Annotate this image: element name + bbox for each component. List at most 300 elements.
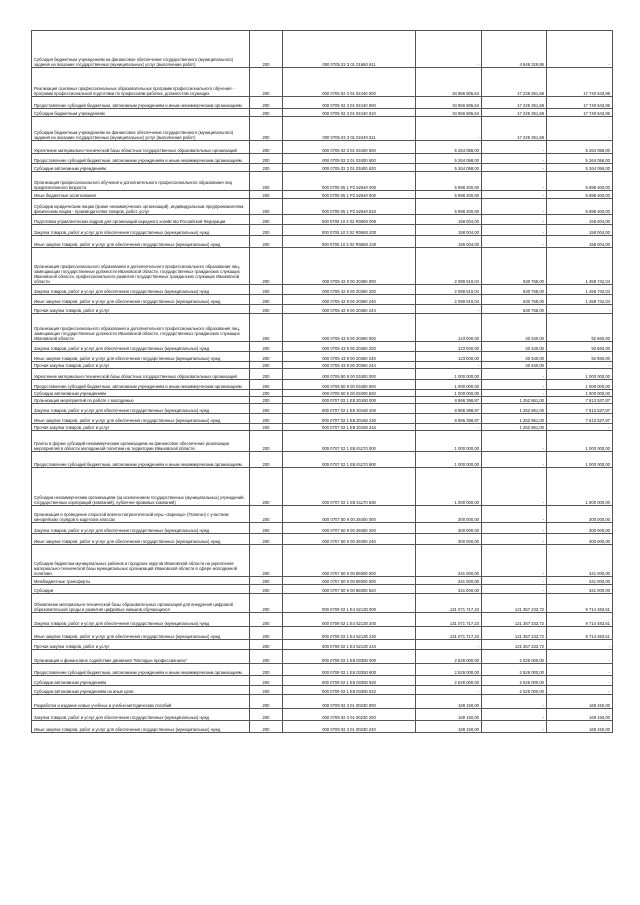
row-approved-amount-cell: 169 150,00 <box>416 695 482 709</box>
row-budget-code-cell: 000 0709 02 1 E6 03350 600 <box>283 664 416 676</box>
table-row <box>32 109 613 117</box>
row-budget-code-cell: 000 0705 02 3 01 03400 000 <box>283 141 416 154</box>
table-row <box>32 295 613 305</box>
table-row <box>32 424 613 431</box>
table-row <box>32 627 613 640</box>
row-budget-code-cell: 000 0707 50 9 00 89300 000 <box>283 545 416 577</box>
row-name-cell: Субсидии автономным учреждениям <box>32 676 250 686</box>
row-executed-amount-cell: - <box>482 545 547 577</box>
row-budget-code-cell: 000 0705 02 3 01 03400 620 <box>283 164 416 172</box>
row-executed-amount-cell: 1 252 861,00 <box>482 424 547 431</box>
row-approved-amount-cell: 2 526 000,00 <box>416 676 482 686</box>
table-row <box>32 305 613 314</box>
row-approved-amount-cell: 158 004,00 <box>416 236 482 248</box>
table-row <box>32 613 613 627</box>
row-name-cell: Обновление материально-технической базы образовательных организаций для внедрения цифровой образовательной среды и развития цифровых навыков обучающихся <box>32 594 250 613</box>
row-name-cell: Закупка товаров, работ и услуг для обеспечения государственных (муниципальных) нужд <box>32 709 250 721</box>
table-row <box>32 397 613 404</box>
row-line-code-cell: 200 <box>250 585 283 594</box>
row-executed-amount-cell: - <box>482 468 547 506</box>
table-row <box>32 640 613 650</box>
row-approved-amount-cell: 300 000,00 <box>416 506 482 523</box>
row-executed-amount-cell: - <box>482 215 547 225</box>
row-line-code-cell: 200 <box>250 424 283 431</box>
row-unexecuted-amount-cell: 5 898 400,00 <box>547 172 613 191</box>
row-budget-code-cell: 000 0705 50 9 00 03400 000 <box>283 369 416 380</box>
row-unexecuted-amount-cell: 341 000,00 <box>547 585 613 594</box>
row-budget-code-cell: 000 0709 02 1 E4 52130 000 <box>283 594 416 613</box>
row-executed-amount-cell: - <box>482 695 547 709</box>
row-unexecuted-amount-cell: 17 740 543,96 <box>547 97 613 109</box>
row-name-cell: Предоставление субсидий бюджетным, автономным учреждениям и иным некоммерческим организациям <box>32 380 250 390</box>
row-unexecuted-amount-cell: 300 000,00 <box>547 534 613 545</box>
row-name-cell: Прочая закупка товаров, работ и услуг <box>32 640 250 650</box>
row-approved-amount-cell: 5 898 400,00 <box>416 172 482 191</box>
row-unexecuted-amount-cell: 5 264 058,00 <box>547 141 613 154</box>
row-name-cell: Иные закупки товаров, работ и услуг для обеспечения государственных (муниципальных) нужд <box>32 352 250 362</box>
row-executed-amount-cell: 630 768,00 <box>482 295 547 305</box>
row-name-cell: Предоставление субсидий бюджетным, автономным учреждениям и иным некоммерческим организациям <box>32 97 250 109</box>
row-unexecuted-amount-cell: 300 000,00 <box>547 523 613 534</box>
row-executed-amount-cell: - <box>482 709 547 721</box>
row-name-cell: Иные закупки товаров, работ и услуг для обеспечения государственных (муниципальных) нужд <box>32 627 250 640</box>
row-unexecuted-amount-cell: 1 458 742,04 <box>547 248 613 285</box>
row-unexecuted-amount-cell: 1 000 000,00 <box>547 431 613 452</box>
row-line-code-cell: 200 <box>250 676 283 686</box>
row-unexecuted-amount-cell: 7 613 537,87 <box>547 414 613 424</box>
table-row <box>32 248 613 285</box>
row-name-cell: Организация профессионального образования и дополнительного профессионального образования лиц, замещающих государственные должности Ивановской области, государственных гражданских служащих Ивановской области <box>32 314 250 342</box>
table-row <box>32 721 613 733</box>
row-budget-code-cell: 000 0705 02 3 01 02440 610 <box>283 109 416 117</box>
row-approved-amount-cell: 8 866 398,87 <box>416 397 482 404</box>
row-executed-amount-cell: - <box>482 141 547 154</box>
row-line-code-cell: 200 <box>250 305 283 314</box>
row-executed-amount-cell: - <box>482 534 547 545</box>
row-line-code-cell: 200 <box>250 295 283 305</box>
row-unexecuted-amount-cell: 5 898 400,00 <box>547 191 613 199</box>
table-row <box>32 650 613 664</box>
row-name-cell: Иные закупки товаров, работ и услуг для обеспечения государственных (муниципальных) нужд <box>32 295 250 305</box>
row-approved-amount-cell: 341 000,00 <box>416 585 482 594</box>
table-row <box>32 191 613 199</box>
table-row <box>32 352 613 362</box>
row-executed-amount-cell: - <box>482 577 547 585</box>
row-line-code-cell: 200 <box>250 369 283 380</box>
row-budget-code-cell: 000 0709 02 1 E4 52130 200 <box>283 613 416 627</box>
table-row <box>32 236 613 248</box>
row-approved-amount-cell: 2 089 510,04 <box>416 248 482 285</box>
row-name-cell: Организация и проведение открытой военно-патриотической игры «Зарница» (Полигон) с участием кинорейских отрядов в кадетских классах <box>32 506 250 523</box>
row-unexecuted-amount-cell: 158 004,00 <box>547 236 613 248</box>
row-unexecuted-amount-cell: 300 000,00 <box>547 506 613 523</box>
row-budget-code-cell: 000 0705 10 3 02 R0660 200 <box>283 225 416 236</box>
row-unexecuted-amount-cell: 1 000 000,00 <box>547 390 613 397</box>
table-row <box>32 199 613 215</box>
row-line-code-cell: 200 <box>250 154 283 164</box>
row-line-code-cell: 200 <box>250 97 283 109</box>
row-name-cell: Прочая закупка товаров, работ и услуг <box>32 424 250 431</box>
row-budget-code-cell: 000 0705 42 9 00 20360 000 <box>283 248 416 285</box>
row-approved-amount-cell: 8 866 398,87 <box>416 404 482 414</box>
row-name-cell: Укрепление материально-технической базы областных государственных образовательных организаций <box>32 141 250 154</box>
row-unexecuted-amount-cell: - <box>547 664 613 676</box>
row-name-cell: Закупка товаров, работ и услуг для обеспечения государственных (муниципальных) нужд <box>32 523 250 534</box>
table-row <box>32 68 613 97</box>
table-row <box>32 709 613 721</box>
row-name-cell: Предоставление субсидий бюджетным, автономным учреждениям и иным некоммерческим организациям <box>32 664 250 676</box>
row-name-cell: Предоставление субсидий бюджетным, автономным учреждениям и иным некоммерческим организациям <box>32 154 250 164</box>
row-unexecuted-amount-cell: 7 613 537,87 <box>547 404 613 414</box>
row-executed-amount-cell: 2 526 000,00 <box>482 676 547 686</box>
row-executed-amount-cell: 17 226 261,68 <box>482 68 547 97</box>
row-name-cell: Прочая закупка товаров, работ и услуг <box>32 305 250 314</box>
row-name-cell: Закупка товаров, работ и услуг для обеспечения государственных (муниципальных) нужд <box>32 613 250 627</box>
row-name-cell: Разработка и издание новых учебных и учебно-методических пособий <box>32 695 250 709</box>
row-unexecuted-amount-cell: 169 150,00 <box>547 695 613 709</box>
row-line-code-cell: 200 <box>250 390 283 397</box>
row-unexecuted-amount-cell: 1 000 000,00 <box>547 452 613 468</box>
row-budget-code-cell: 000 0705 43 9 00 20360 000 <box>283 314 416 342</box>
row-name-cell: Иные закупки товаров, работ и услуг для обеспечения государственных (муниципальных) нужд <box>32 534 250 545</box>
row-line-code-cell: 200 <box>250 523 283 534</box>
row-executed-amount-cell: - <box>482 506 547 523</box>
row-name-cell: Закупка товаров, работ и услуг для обеспечения государственных (муниципальных) нужд <box>32 285 250 295</box>
row-executed-amount-cell: 30 340,00 <box>482 342 547 352</box>
row-budget-code-cell: 000 0709 02 1 E6 03350 000 <box>283 650 416 664</box>
row-unexecuted-amount-cell: - <box>547 117 613 141</box>
row-unexecuted-amount-cell: - <box>547 640 613 650</box>
row-budget-code-cell: 000 0705 42 9 00 20360 240 <box>283 295 416 305</box>
row-executed-amount-cell: - <box>482 172 547 191</box>
row-name-cell: Межбюджетные трансферты <box>32 577 250 585</box>
row-executed-amount-cell: - <box>482 380 547 390</box>
row-name-cell: Предоставление субсидий бюджетным, автономным учреждениям и иным некоммерческим организациям <box>32 452 250 468</box>
table-row <box>32 285 613 295</box>
row-unexecuted-amount-cell: 169 150,00 <box>547 721 613 733</box>
table-row <box>32 534 613 545</box>
row-approved-amount-cell: 2 089 510,04 <box>416 285 482 295</box>
row-approved-amount-cell: - <box>416 305 482 314</box>
row-unexecuted-amount-cell: 92 660,00 <box>547 352 613 362</box>
row-name-cell: Закупка товаров, работ и услуг для обеспечения государственных (муниципальных) нужд <box>32 342 250 352</box>
row-unexecuted-amount-cell: - <box>547 686 613 695</box>
table-row <box>32 380 613 390</box>
row-name-cell: Организация мероприятий по работе с молодежью <box>32 397 250 404</box>
row-approved-amount-cell: 1 000 000,00 <box>416 468 482 506</box>
row-unexecuted-amount-cell: 92 660,00 <box>547 314 613 342</box>
row-line-code-cell: 200 <box>250 248 283 285</box>
row-approved-amount-cell: 1 000 000,00 <box>416 369 482 380</box>
row-approved-amount-cell: 1 000 000,00 <box>416 390 482 397</box>
row-executed-amount-cell: - <box>482 236 547 248</box>
row-name-cell: Гранты в форме субсидий некоммерческим организациям на финансовое обеспечение реализации мероприятий в области молодежной политики на территории Ивановской области <box>32 431 250 452</box>
row-approved-amount-cell: 1 000 000,00 <box>416 380 482 390</box>
row-approved-amount-cell: 8 866 398,87 <box>416 414 482 424</box>
row-name-cell: Укрепление материально-технической базы областных государственных образовательных организаций <box>32 369 250 380</box>
row-budget-code-cell: 000 0707 50 9 00 28400 200 <box>283 523 416 534</box>
row-executed-amount-cell: 121 357 233,72 <box>482 594 547 613</box>
row-executed-amount-cell: 1 252 861,00 <box>482 397 547 404</box>
row-executed-amount-cell: - <box>482 390 547 397</box>
row-executed-amount-cell: - <box>482 154 547 164</box>
row-unexecuted-amount-cell: - <box>547 31 613 68</box>
row-unexecuted-amount-cell: 1 000 000,00 <box>547 369 613 380</box>
row-executed-amount-cell: 17 226 261,68 <box>482 97 547 109</box>
row-approved-amount-cell: - <box>416 424 482 431</box>
row-name-cell: Иные закупки товаров, работ и услуг для обеспечения государственных (муниципальных) нужд <box>32 414 250 424</box>
row-budget-code-cell: 000 0705 05 1 P2 52940 810 <box>283 199 416 215</box>
table-row <box>32 225 613 236</box>
row-line-code-cell: 200 <box>250 414 283 424</box>
row-name-cell: Организация профессионального обучения и дополнительного профессионального образования лиц предпенсионного возраста <box>32 172 250 191</box>
row-unexecuted-amount-cell: 9 714 483,51 <box>547 613 613 627</box>
row-line-code-cell: 200 <box>250 627 283 640</box>
table-row <box>32 117 613 141</box>
row-name-cell: Субсидии бюджетным учреждениям на финансовое обеспечение государственного (муниципального) задания на оказание государственных (муниципальных) услуг (выполнение работ) <box>32 117 250 141</box>
row-approved-amount-cell: 131 071 717,23 <box>416 613 482 627</box>
row-executed-amount-cell: 121 357 233,72 <box>482 613 547 627</box>
row-approved-amount-cell: 2 089 510,04 <box>416 295 482 305</box>
row-line-code-cell: 200 <box>250 285 283 295</box>
row-unexecuted-amount-cell: 5 264 058,00 <box>547 164 613 172</box>
row-approved-amount-cell: 2 526 000,00 <box>416 664 482 676</box>
row-name-cell: Субсидии бюджетам муниципальных районов и городских округов Ивановской области на укрепление материально-технической базы муниципальных организаций Ивановской области в сфере молодежной политики <box>32 545 250 577</box>
row-budget-code-cell: 000 0705 42 9 00 20360 244 <box>283 305 416 314</box>
row-name-cell: Иные бюджетные ассигнования <box>32 191 250 199</box>
row-line-code-cell: 200 <box>250 236 283 248</box>
row-name-cell: Субсидии бюджетным учреждениям <box>32 109 250 117</box>
row-executed-amount-cell: 121 357 233,72 <box>482 640 547 650</box>
row-budget-code-cell: 000 0705 05 1 P2 52940 000 <box>283 172 416 191</box>
row-unexecuted-amount-cell: 9 714 483,51 <box>547 594 613 613</box>
row-approved-amount-cell: 1 000 000,00 <box>416 452 482 468</box>
row-approved-amount-cell: 5 264 058,00 <box>416 154 482 164</box>
row-line-code-cell: 200 <box>250 172 283 191</box>
row-budget-code-cell: 000 0707 50 9 00 28400 240 <box>283 534 416 545</box>
budget-execution-table <box>31 30 613 733</box>
row-unexecuted-amount-cell: 17 740 543,96 <box>547 109 613 117</box>
row-line-code-cell: 200 <box>250 534 283 545</box>
table-row <box>32 594 613 613</box>
table-row <box>32 390 613 397</box>
row-budget-code-cell: 000 0705 42 9 00 20360 200 <box>283 285 416 295</box>
row-unexecuted-amount-cell: 1 458 742,04 <box>547 295 613 305</box>
row-name-cell: Субсидии юридическим лицам (кроме некоммерческих организаций), индивидуальным предпринимателям, физическим лицам - производителям товаров, работ, услуг <box>32 199 250 215</box>
row-name-cell: Прочая закупка товаров, работ и услуг <box>32 362 250 369</box>
row-unexecuted-amount-cell: 1 000 000,00 <box>547 468 613 506</box>
row-unexecuted-amount-cell: 169 150,00 <box>547 709 613 721</box>
row-unexecuted-amount-cell: - <box>547 676 613 686</box>
table-row <box>32 215 613 225</box>
row-line-code-cell: 200 <box>250 164 283 172</box>
row-unexecuted-amount-cell: 7 613 537,87 <box>547 397 613 404</box>
row-budget-code-cell: 000 0705 02 3 01 02440 600 <box>283 97 416 109</box>
row-budget-code-cell: 000 0709 02 3 01 00230 000 <box>283 695 416 709</box>
row-line-code-cell: 200 <box>250 664 283 676</box>
table-row <box>32 577 613 585</box>
table-row <box>32 676 613 686</box>
table-row <box>32 154 613 164</box>
row-approved-amount-cell: 131 071 717,23 <box>416 627 482 640</box>
row-approved-amount-cell: - <box>416 117 482 141</box>
row-name-cell: Субсидии некоммерческим организациям (за исключением государственных (муниципальных) учреждений, государственных корпораций (компаний), публично-правовых компаний) <box>32 468 250 506</box>
row-budget-code-cell: 000 0707 02 1 E8 20160 200 <box>283 404 416 414</box>
table-row <box>32 545 613 577</box>
row-budget-code-cell: 000 0709 02 1 E4 52130 240 <box>283 627 416 640</box>
row-approved-amount-cell: 5 264 058,00 <box>416 141 482 154</box>
table-row <box>32 404 613 414</box>
row-executed-amount-cell: 2 526 000,00 <box>482 686 547 695</box>
row-budget-code-cell: 000 0705 43 9 00 20360 244 <box>283 362 416 369</box>
row-line-code-cell: 200 <box>250 380 283 390</box>
row-approved-amount-cell: 341 000,00 <box>416 545 482 577</box>
row-budget-code-cell: 000 0707 02 1 E8 20160 244 <box>283 424 416 431</box>
table-row <box>32 695 613 709</box>
row-approved-amount-cell: 2 526 000,00 <box>416 650 482 664</box>
table-row <box>32 506 613 523</box>
table-row <box>32 664 613 676</box>
row-approved-amount-cell: 5 264 058,00 <box>416 164 482 172</box>
row-executed-amount-cell: 30 340,00 <box>482 352 547 362</box>
row-executed-amount-cell: 1 252 861,00 <box>482 414 547 424</box>
row-line-code-cell: 200 <box>250 225 283 236</box>
row-executed-amount-cell: 17 226 261,68 <box>482 109 547 117</box>
row-budget-code-cell: 000 0707 02 1 E8 61170 600 <box>283 452 416 468</box>
row-budget-code-cell: 000 0705 43 9 00 20360 200 <box>283 342 416 352</box>
row-name-cell: Закупка товаров, работ и услуг для обеспечения государственных (муниципальных) нужд <box>32 225 250 236</box>
row-budget-code-cell: 000 0707 50 9 00 89300 500 <box>283 577 416 585</box>
row-line-code-cell: 200 <box>250 650 283 664</box>
row-line-code-cell: 200 <box>250 342 283 352</box>
row-budget-code-cell: 000 0705 10 3 02 R0660 000 <box>283 215 416 225</box>
row-budget-code-cell: 000 0707 02 1 E8 61170 630 <box>283 468 416 506</box>
row-executed-amount-cell: - <box>482 164 547 172</box>
row-approved-amount-cell: 158 004,00 <box>416 225 482 236</box>
row-executed-amount-cell: 630 768,00 <box>482 248 547 285</box>
row-executed-amount-cell: 17 226 261,68 <box>482 117 547 141</box>
row-unexecuted-amount-cell: 158 004,00 <box>547 225 613 236</box>
table-row <box>32 523 613 534</box>
row-name-cell: Подготовка управленческих кадров для организаций народного хозяйства Российской Федерации <box>32 215 250 225</box>
row-budget-code-cell: 000 0709 02 3 01 00230 200 <box>283 709 416 721</box>
row-budget-code-cell: 000 0707 50 9 00 89300 520 <box>283 585 416 594</box>
row-executed-amount-cell: 2 526 000,00 <box>482 650 547 664</box>
row-approved-amount-cell: 158 004,00 <box>416 215 482 225</box>
row-executed-amount-cell: 30 340,00 <box>482 314 547 342</box>
table-row <box>32 141 613 154</box>
row-unexecuted-amount-cell: 17 740 543,96 <box>547 68 613 97</box>
row-unexecuted-amount-cell: - <box>547 305 613 314</box>
row-budget-code-cell: 000 0705 02 3 01 02440 611 <box>283 117 416 141</box>
row-executed-amount-cell: 30 340,00 <box>482 362 547 369</box>
row-budget-code-cell: 000 0707 50 9 00 28400 000 <box>283 506 416 523</box>
row-line-code-cell: 200 <box>250 695 283 709</box>
table-row <box>32 431 613 452</box>
row-name-cell: Иные закупки товаров, работ и услуг для обеспечения государственных (муниципальных) нужд <box>32 236 250 248</box>
row-line-code-cell: 200 <box>250 577 283 585</box>
row-approved-amount-cell: 5 898 400,00 <box>416 191 482 199</box>
row-approved-amount-cell: - <box>416 31 482 68</box>
row-line-code-cell: 200 <box>250 117 283 141</box>
table-row <box>32 585 613 594</box>
row-line-code-cell: 200 <box>250 640 283 650</box>
row-approved-amount-cell: 341 000,00 <box>416 577 482 585</box>
row-line-code-cell: 200 <box>250 215 283 225</box>
row-budget-code-cell: 000 0709 02 3 01 00230 240 <box>283 721 416 733</box>
row-unexecuted-amount-cell: - <box>547 424 613 431</box>
table-row <box>32 369 613 380</box>
row-name-cell: Организация и финансовое содействие движения "Молодые профессионалы" <box>32 650 250 664</box>
row-approved-amount-cell: 5 898 400,00 <box>416 199 482 215</box>
table-body <box>32 31 613 733</box>
row-executed-amount-cell: 1 252 861,00 <box>482 404 547 414</box>
row-line-code-cell: 200 <box>250 109 283 117</box>
row-line-code-cell: 200 <box>250 31 283 68</box>
row-unexecuted-amount-cell: 92 660,00 <box>547 342 613 352</box>
row-budget-code-cell: 000 0705 02 3 01 01660 611 <box>283 31 416 68</box>
row-line-code-cell: 200 <box>250 545 283 577</box>
row-line-code-cell: 200 <box>250 468 283 506</box>
row-budget-code-cell: 000 0705 43 9 00 20360 240 <box>283 352 416 362</box>
table-row <box>32 686 613 695</box>
row-unexecuted-amount-cell: 9 714 483,51 <box>547 627 613 640</box>
row-name-cell: Субсидии <box>32 585 250 594</box>
table-row <box>32 314 613 342</box>
row-approved-amount-cell: 169 150,00 <box>416 709 482 721</box>
row-budget-code-cell: 000 0709 02 1 E4 52130 244 <box>283 640 416 650</box>
row-budget-code-cell: 000 0707 02 1 E8 20160 000 <box>283 397 416 404</box>
row-budget-code-cell: 000 0707 02 1 E8 20160 240 <box>283 414 416 424</box>
row-executed-amount-cell: - <box>482 452 547 468</box>
row-line-code-cell: 200 <box>250 362 283 369</box>
row-line-code-cell: 200 <box>250 314 283 342</box>
row-name-cell: Иные закупки товаров, работ и услуг для обеспечения государственных (муниципальных) нужд <box>32 721 250 733</box>
row-line-code-cell: 200 <box>250 709 283 721</box>
row-executed-amount-cell: 630 768,00 <box>482 305 547 314</box>
row-line-code-cell: 200 <box>250 594 283 613</box>
row-line-code-cell: 200 <box>250 404 283 414</box>
row-budget-code-cell: 000 0709 02 1 E6 03350 620 <box>283 676 416 686</box>
row-budget-code-cell: 000 0705 02 3 01 03400 600 <box>283 154 416 164</box>
row-approved-amount-cell: 300 000,00 <box>416 534 482 545</box>
row-approved-amount-cell: 169 150,00 <box>416 721 482 733</box>
row-executed-amount-cell: - <box>482 585 547 594</box>
row-line-code-cell: 200 <box>250 352 283 362</box>
table-row <box>32 31 613 68</box>
row-approved-amount-cell: 131 071 717,23 <box>416 594 482 613</box>
row-approved-amount-cell: - <box>416 362 482 369</box>
table-row <box>32 362 613 369</box>
row-approved-amount-cell: - <box>416 640 482 650</box>
row-unexecuted-amount-cell: 1 458 742,04 <box>547 285 613 295</box>
row-line-code-cell: 200 <box>250 397 283 404</box>
row-line-code-cell: 200 <box>250 452 283 468</box>
row-executed-amount-cell: - <box>482 721 547 733</box>
row-executed-amount-cell: 630 768,00 <box>482 285 547 295</box>
row-budget-code-cell: 000 0707 02 1 E8 61170 000 <box>283 431 416 452</box>
row-executed-amount-cell: - <box>482 369 547 380</box>
row-approved-amount-cell: 34 966 805,64 <box>416 109 482 117</box>
row-name-cell: Субсидии автономным учреждениям <box>32 164 250 172</box>
row-line-code-cell: 200 <box>250 68 283 97</box>
table-row <box>32 452 613 468</box>
row-unexecuted-amount-cell: 158 004,00 <box>547 215 613 225</box>
row-approved-amount-cell: 34 966 805,64 <box>416 68 482 97</box>
table-row <box>32 164 613 172</box>
row-unexecuted-amount-cell: - <box>547 362 613 369</box>
row-name-cell: Субсидия бюджетным учреждениям на финансовое обеспечение государственного (муниципального) задания на оказание государственных (муниципальных) услуг (выполнение работ) <box>32 31 250 68</box>
